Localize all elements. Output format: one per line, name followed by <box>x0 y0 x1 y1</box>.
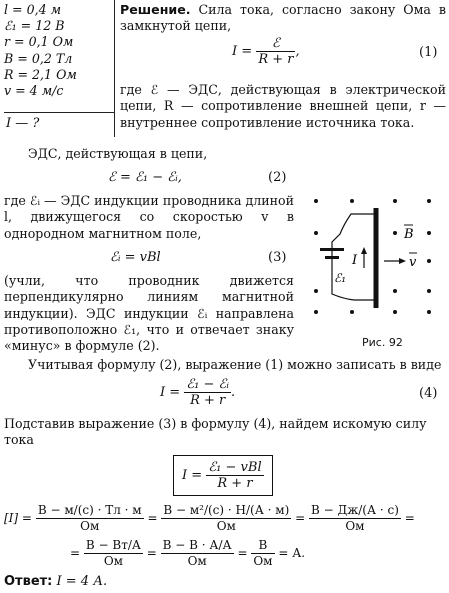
given-internal-resistance: r = 0,1 Ом <box>4 34 74 50</box>
eq1-numerator: ℰ <box>256 36 295 52</box>
units-frac-6 <box>251 538 274 569</box>
answer-line <box>4 574 107 589</box>
eq5-numerator: ℰ₁ − vBl <box>208 460 262 475</box>
solution-intro <box>120 2 446 35</box>
units-line-1: [I] = $\frac{В - м/(с) \cdot Тл \cdot м}{Ом}$ = $\frac{\text{В − м²/(с) · Н/(А · м)}}{Ом}$ = $\frac{В - Дж/(А \cdot с)}{Ом}$ = <box>4 503 415 533</box>
equation-4 <box>160 377 235 408</box>
given-vertical-divider <box>114 0 115 137</box>
u2-num: В − м²/(с) · Н/(А · м) <box>163 503 290 517</box>
given-length: l = 0,4 м <box>4 2 62 17</box>
eq5-denominator: R + r <box>217 476 253 491</box>
eq5-lhs: I = <box>182 468 203 483</box>
eq4-lhs: I = <box>160 385 181 400</box>
units-frac-2 <box>161 503 291 534</box>
u6-den: Ом <box>253 554 273 568</box>
equation-3: ℰᵢ = vBl <box>110 250 161 265</box>
final-formula-box <box>173 455 273 496</box>
equation-2: ℰ = ℰ₁ − ℰᵢ, <box>108 170 182 185</box>
given-velocity: v = 4 м/с <box>4 83 64 99</box>
given-induction: B = 0,2 Тл <box>4 50 73 66</box>
label-emf1: ℰ₁ <box>334 271 347 285</box>
units-frac-3 <box>309 503 401 534</box>
figure-92 <box>304 184 444 329</box>
eq1-fraction <box>256 36 295 67</box>
eq4-number: (4) <box>419 386 438 401</box>
units-frac-1 <box>36 503 144 534</box>
eq1-number: (1) <box>419 45 438 60</box>
u5-den: Ом <box>187 554 207 568</box>
label-I: I <box>352 253 358 268</box>
eq4-fraction <box>184 377 231 408</box>
given-block <box>4 2 112 99</box>
solution-intro-text: Сила тока, согласно закону Ома в замкнутой цепи, <box>120 2 446 34</box>
velocity-arrowhead <box>399 258 406 264</box>
solution-label: Решение. <box>120 2 191 17</box>
u4-den: Ом <box>103 554 123 568</box>
paragraph-direction: (учли, что проводник движется перпендикулярно линиям магнитной индукции). ЭДС индукции ℰᵢ направлена противоположно ℰ₁, что и отвечает знаку «минус» в формуле (2). <box>4 273 294 354</box>
units-frac-5 <box>161 538 234 569</box>
answer-value: I = 4 А. <box>56 574 108 589</box>
eq2-number: (2) <box>268 170 287 185</box>
answer-label: Ответ: <box>4 574 53 589</box>
units-end: = А. <box>278 546 306 560</box>
u2-den: Ом <box>216 519 236 533</box>
figure-caption: Рис. 92 <box>362 336 403 349</box>
eq4-denominator: R + r <box>190 393 226 408</box>
u5-num: В − В · А/А <box>162 538 232 552</box>
current-arrowhead <box>361 247 367 254</box>
u1-num: В − м/(с) · Тл · м <box>37 503 142 517</box>
given-emf: ℰ₁ = 12 В <box>4 18 65 34</box>
equation-1 <box>232 36 300 67</box>
u3-num: В − Дж/(А · с) <box>310 503 399 517</box>
eq1-denominator: R + r <box>258 52 294 67</box>
label-v: v <box>409 255 417 270</box>
u3-den: Ом <box>345 519 365 533</box>
battery-long-plate <box>320 248 344 251</box>
u1-den: Ом <box>80 519 100 533</box>
eq5-fraction <box>206 460 263 491</box>
paragraph-induction: где ℰᵢ — ЭДС индукции проводника длиной l, движущегося со скоростью v в однородном магнитном поле, <box>4 193 294 241</box>
eq1-end: , <box>295 44 300 59</box>
units-lhs: [I] = <box>4 511 32 525</box>
eq4-end: . <box>231 385 236 400</box>
paragraph-emf-def: где ℰ — ЭДС, действующая в электрической цепи, R — сопротивление внешней цепи, r — внутреннее сопротивление источника тока. <box>120 82 446 130</box>
battery-short-plate <box>325 256 339 259</box>
paragraph-emf-circuit: ЭДС, действующая в цепи, <box>28 146 208 161</box>
paragraph-rewrite: Учитывая формулу (2), выражение (1) можно записать в виде <box>28 357 442 372</box>
u6-num: В <box>251 538 274 554</box>
question: I — ? <box>6 116 40 131</box>
given-external-resistance: R = 2,1 Ом <box>4 66 77 82</box>
units-line-2: = $\frac{В - Вт/А}{Ом}$ = $\frac{В - В \cdot А/А}{Ом}$ = $\frac{В}{Ом}$ = А. <box>70 538 306 568</box>
u4-num: В − Вт/А <box>85 538 141 552</box>
label-B: B <box>404 227 414 242</box>
paragraph-substitute: Подставив выражение (3) в формулу (4), найдем искомую силу тока <box>4 416 427 448</box>
eq4-numerator: ℰ₁ − ℰᵢ <box>186 377 230 392</box>
eq1-lhs: I = <box>232 44 253 59</box>
units-frac-4 <box>84 538 143 569</box>
given-divider <box>4 112 114 113</box>
eq3-number: (3) <box>268 250 287 265</box>
